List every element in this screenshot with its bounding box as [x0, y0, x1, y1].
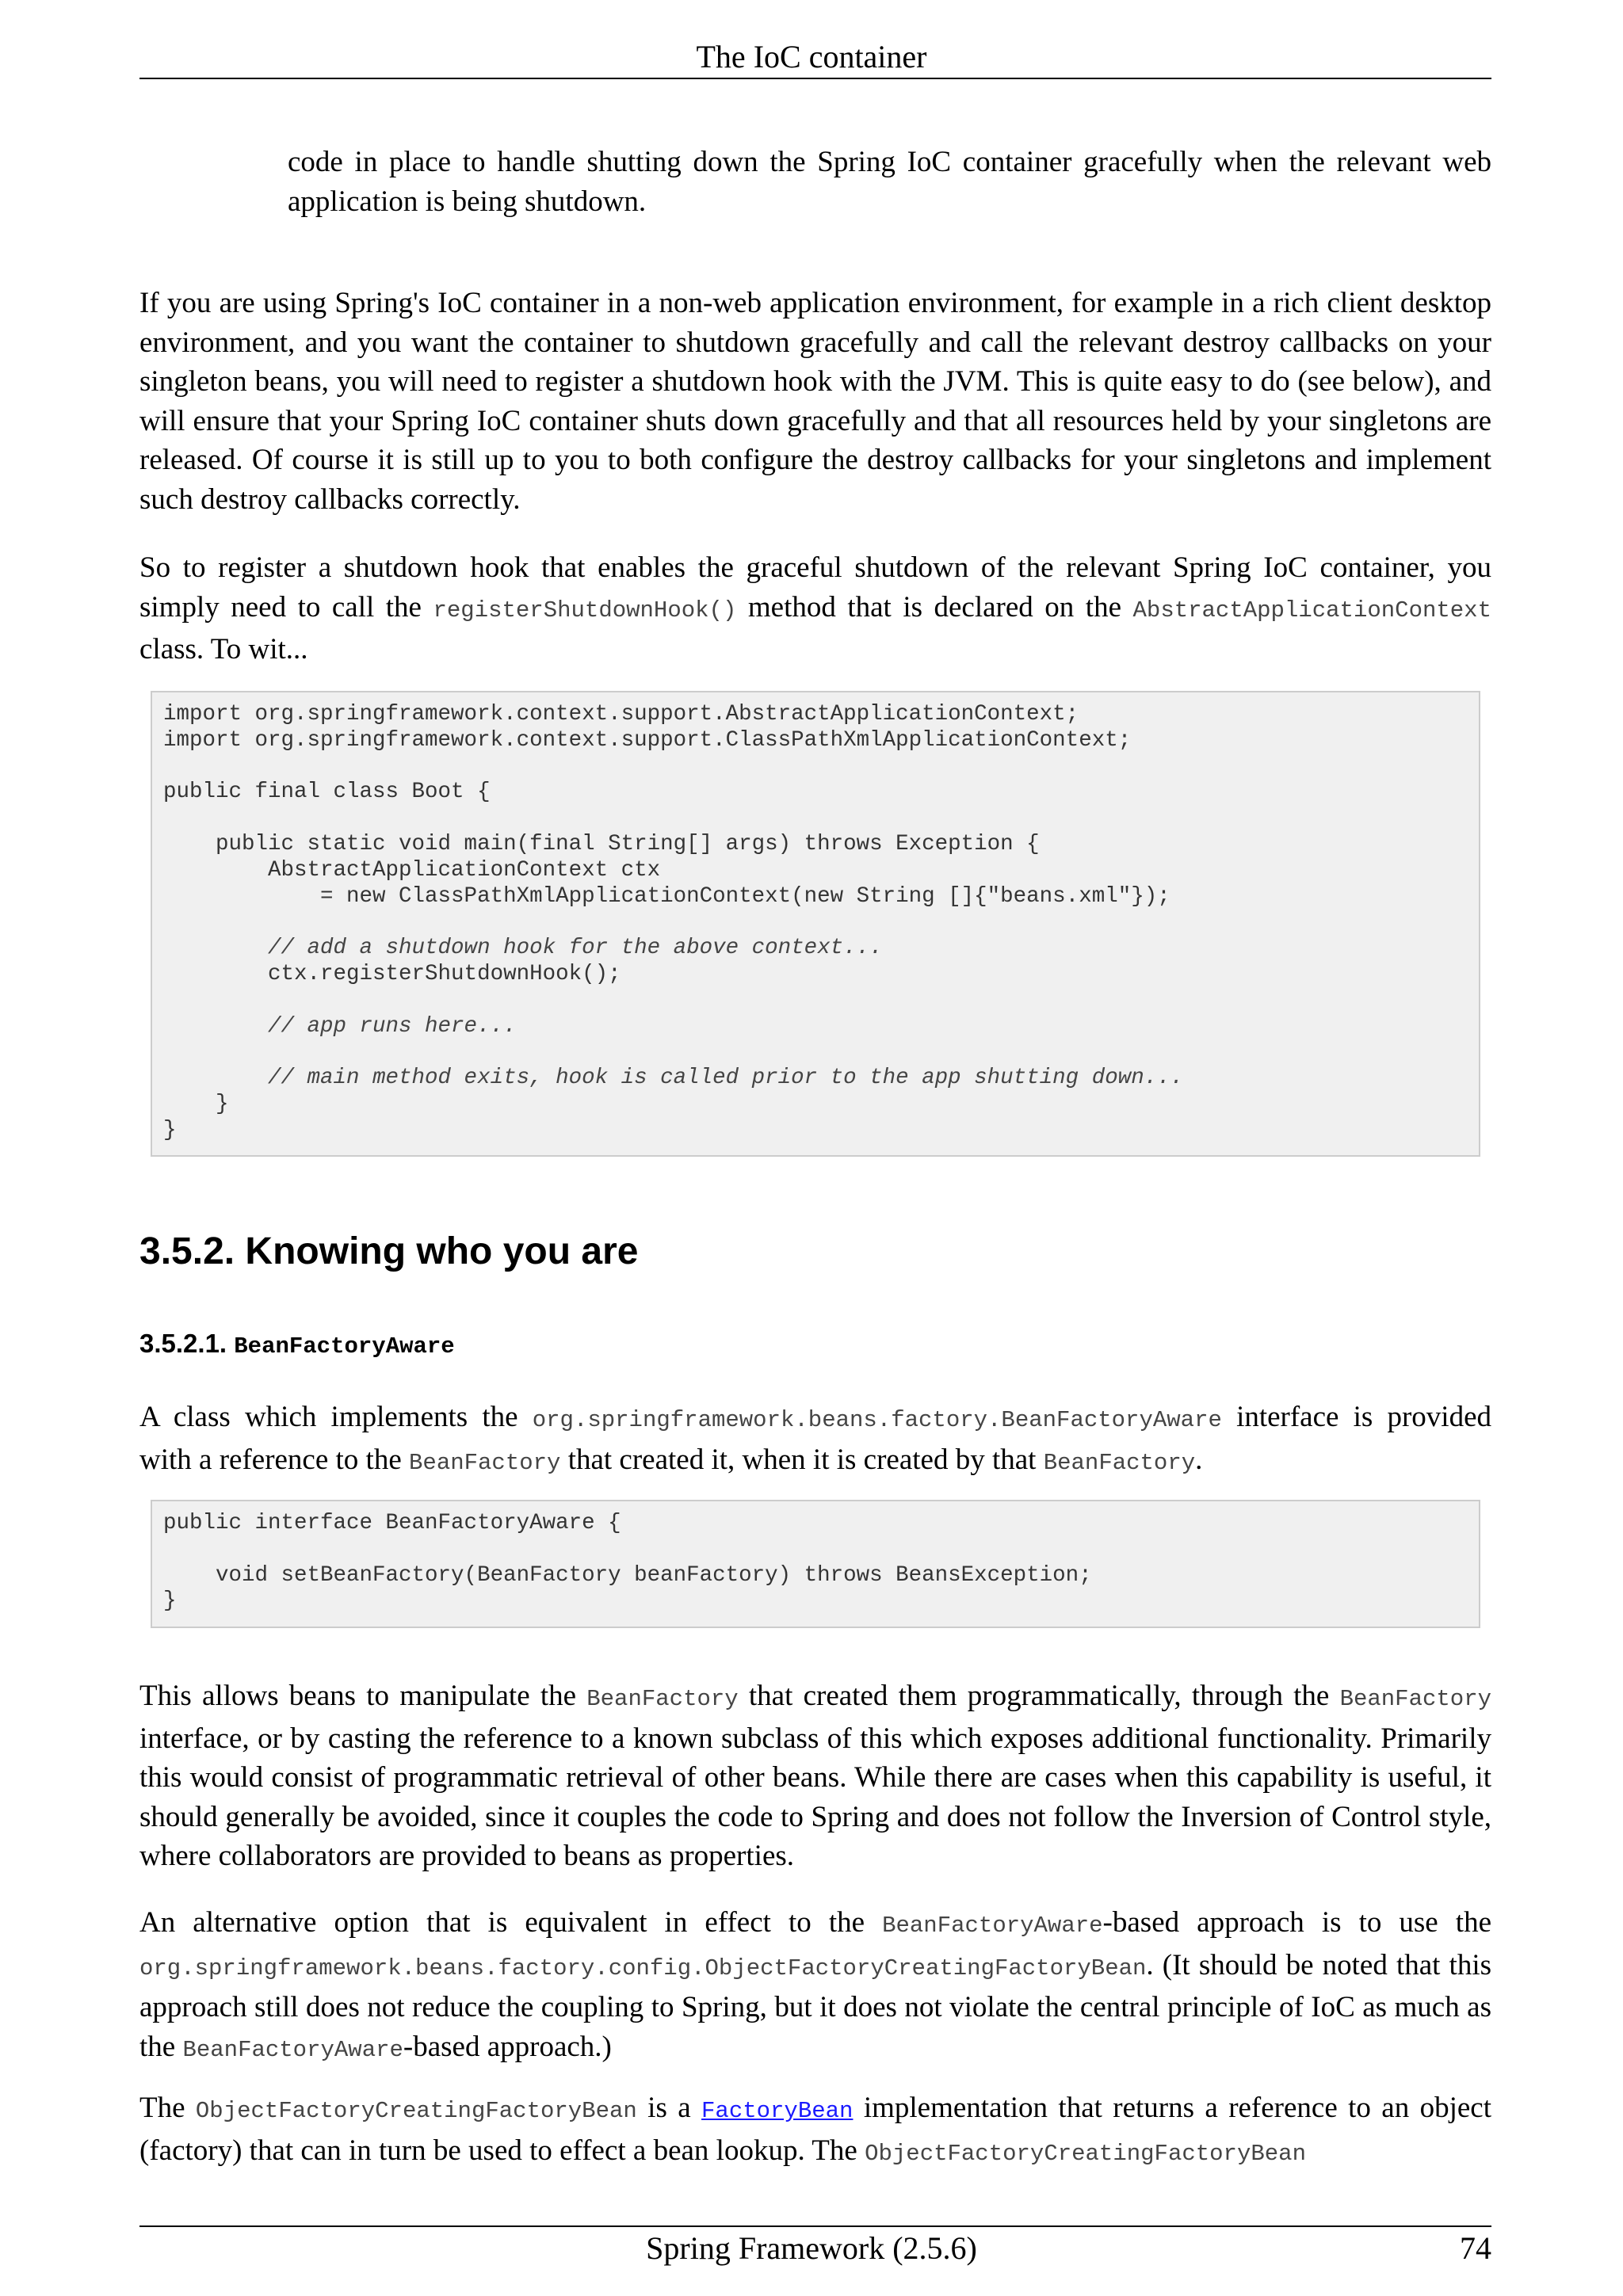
note-continuation-paragraph: code in place to handle shutting down the Spring IoC container gracefully when the relevant web application is being shutdown.	[288, 146, 1491, 218]
factorybean-link[interactable]: FactoryBean	[701, 2098, 854, 2124]
text-run: The	[139, 2092, 196, 2124]
code-line	[163, 754, 1468, 780]
inline-code: BeanFactoryAware	[182, 2036, 403, 2063]
code-block-interface	[151, 1500, 1480, 1628]
code-comment-line: // main method exits, hook is called prior to the app shutting down...	[163, 1066, 1184, 1091]
running-header: The IoC container	[696, 39, 927, 74]
text-run: . (It should be noted that this approach still does not reduce the coupling to Spring, but it does not violate the central principle of IoC as much as the	[139, 1948, 1491, 2063]
code-line: }	[163, 1117, 177, 1142]
shutdown-hook-intro-paragraph: If you are using Spring's IoC container in a non-web application environment, for example in a rich client desktop environment, and you want the container to shutdown gracefully and call the relevant destroy callbacks on your singleton beans, you will need to register a shutdown hook with the JVM. This is quite easy to do (see below), and will ensure that your Spring IoC container shuts down gracefully and that all resources held by your singletons are released. Of course it is still up to you to both configure the destroy callbacks for your singletons and implement such destroy callbacks correctly.	[139, 287, 1491, 516]
code-line: void setBeanFactory(BeanFactory beanFactory) throws BeansException;	[163, 1562, 1092, 1588]
beanfactoryaware-intro-paragraph	[139, 1398, 1491, 1482]
inline-code: BeanFactory	[586, 1686, 739, 1712]
code-line: public static void main(final String[] args) throws Exception {	[163, 831, 1040, 856]
code-comment-line: // add a shutdown hook for the above context...	[163, 936, 883, 961]
text-run: -based approach.)	[403, 2030, 612, 2063]
inline-code: registerShutdownHook()	[433, 597, 737, 624]
code-line: import org.springframework.context.support.AbstractApplicationContext;	[163, 702, 1079, 727]
text-run: A class which implements the	[139, 1401, 533, 1433]
text-run: that created it, when it is created by that	[560, 1443, 1044, 1476]
text-run: implementation that returns a reference to an object (factory) that can in turn be used to effect a bean lookup. The	[139, 2092, 1491, 2167]
code-comment-line: // app runs here...	[163, 1013, 517, 1039]
inline-code: BeanFactoryAware	[882, 1913, 1103, 1939]
text-run: method that is declared on the	[736, 590, 1133, 624]
code-line	[163, 988, 1468, 1014]
footer-title: Spring Framework (2.5.6)	[646, 2230, 977, 2266]
code-line	[163, 1537, 1468, 1563]
text-run: that created them programmatically, through the	[738, 1680, 1340, 1712]
code-line: import org.springframework.context.support.ClassPathXmlApplicationContext;	[163, 727, 1132, 753]
subsection-code-title: BeanFactoryAware	[234, 1333, 455, 1360]
code-line: ctx.registerShutdownHook();	[163, 961, 621, 986]
register-hook-paragraph	[139, 548, 1491, 669]
text-run: .	[1195, 1443, 1203, 1476]
text-run: interface is provided with a reference to the	[139, 1401, 1491, 1476]
text-run: So to register a shutdown hook that enables the graceful shutdown of the relevant Spring IoC container, you simply need to call the	[139, 551, 1491, 624]
code-line: public interface BeanFactoryAware {	[163, 1511, 621, 1535]
code-line	[163, 910, 1468, 936]
section-heading: 3.5.2. Knowing who you are	[139, 1230, 639, 1272]
code-line: = new ClassPathXmlApplicationContext(new String []{"beans.xml"});	[163, 883, 1170, 909]
footer-rule	[139, 2225, 1491, 2227]
header-rule	[139, 78, 1491, 79]
alternative-option-paragraph	[139, 1903, 1491, 2069]
code-line	[163, 806, 1468, 832]
inline-code: BeanFactory	[1339, 1686, 1491, 1712]
code-line	[163, 1039, 1468, 1066]
code-line: AbstractApplicationContext ctx	[163, 857, 661, 883]
factory-bean-paragraph	[139, 2088, 1491, 2173]
subsection-heading	[139, 1325, 455, 1366]
text-run: is a	[636, 2092, 702, 2124]
inline-code: BeanFactory	[409, 1449, 561, 1476]
text-run: An alternative option that is equivalent in effect to the	[139, 1906, 883, 1939]
code-line: }	[163, 1589, 177, 1614]
text-run: class. To wit...	[139, 633, 308, 666]
text-run: -based approach is to use the	[1102, 1906, 1491, 1939]
code-line: public final class Boot {	[163, 780, 491, 805]
inline-code: org.springframework.beans.factory.BeanFactoryAware	[532, 1407, 1222, 1433]
inline-code: ObjectFactoryCreatingFactoryBean	[195, 2098, 637, 2124]
inline-code: org.springframework.beans.factory.config.ObjectFactoryCreatingFactoryBean	[139, 1955, 1147, 1981]
inline-code: AbstractApplicationContext	[1132, 597, 1491, 624]
subsection-number: 3.5.2.1.	[139, 1329, 235, 1358]
text-run: This allows beans to manipulate the	[139, 1680, 587, 1712]
code-line: }	[163, 1091, 229, 1116]
page-number: 74	[1460, 2230, 1491, 2266]
inline-code: ObjectFactoryCreatingFactoryBean	[865, 2140, 1306, 2167]
code-block-boot	[151, 691, 1480, 1157]
text-run: interface, or by casting the reference to a known subclass of this which exposes additional functionality. Primarily this would consist of programmatic retrieval of other beans. While there are cases when this capability is useful, it should generally be avoided, since it couples the code to Spring and does not follow the Inversion of Control style, where collaborators are provided to beans as properties.	[139, 1722, 1491, 1872]
inline-code: BeanFactory	[1043, 1449, 1196, 1476]
manipulate-beanfactory-paragraph	[139, 1676, 1491, 1876]
